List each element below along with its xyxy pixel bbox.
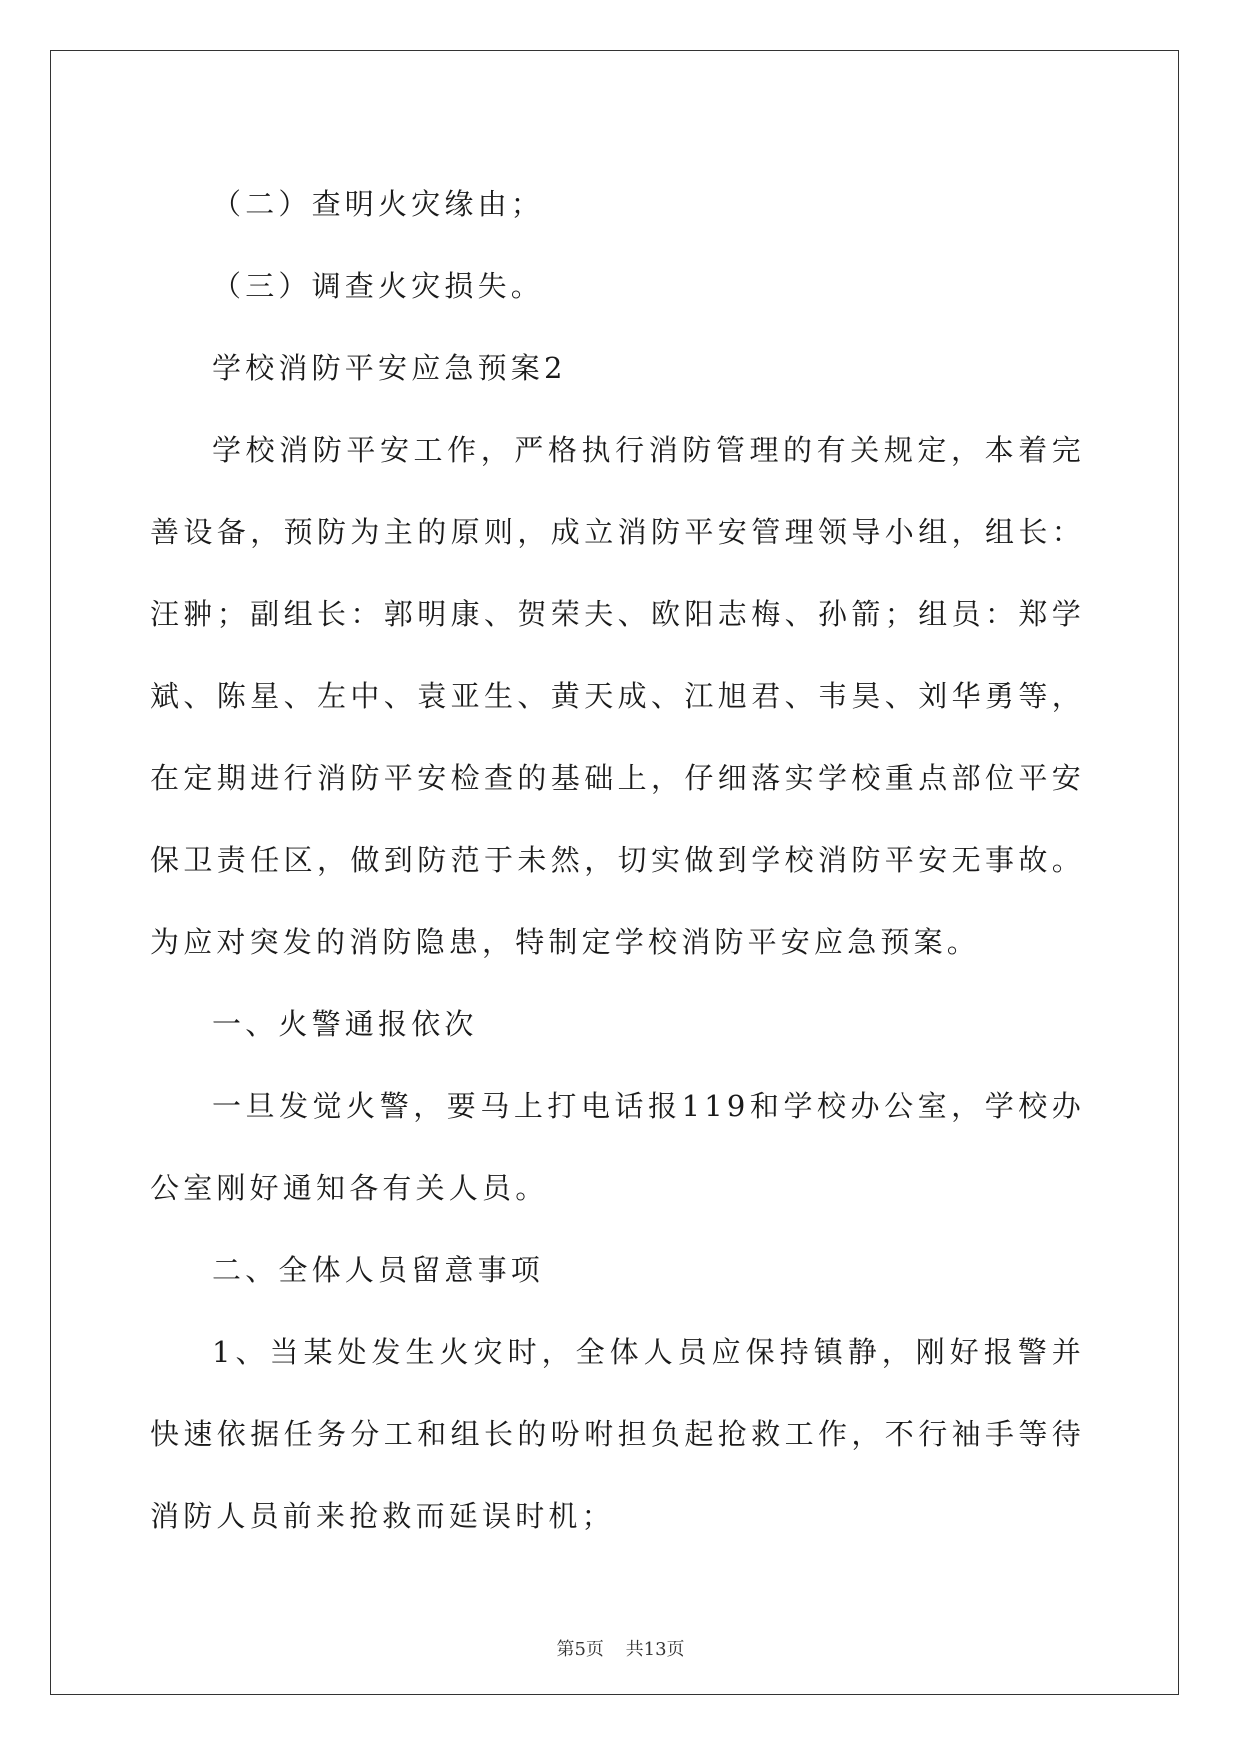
page-footer	[0, 1635, 1241, 1661]
paragraph-intro: 学校消防平安工作，严格执行消防管理的有关规定，本着完善设备，预防为主的原则，成立消防平安管理领导小组，组长：汪翀；副组长：郭明康、贺荣夫、欧阳志梅、孙箭；组员：郑学斌、陈星、左中、袁亚生、黄天成、江旭君、韦昊、刘华勇等，在定期进行消防平安检查的基础上，仔细落实学校重点部位平安保卫责任区，做到防范于未然，切实做到学校消防平安无事故。为应对突发的消防隐患，特制定学校消防平安应急预案。	[150, 433, 1085, 959]
heading-notes: 二、全体人员留意事项	[212, 1253, 545, 1287]
paragraph-cause: （二）查明火灾缘由；	[212, 187, 545, 221]
section-title: 学校消防平安应急预案2	[212, 351, 567, 385]
page-number: 第5页	[556, 1639, 604, 1660]
paragraph-fire-report: 一旦发觉火警，要马上打电话报119和学校办公室，学校办公室刚好通知各有关人员。	[150, 1089, 1085, 1205]
document-body	[150, 163, 1085, 1557]
paragraph-note-1: 1、当某处发生火灾时，全体人员应保持镇静，刚好报警并快速依据任务分工和组长的吩咐担负起抢救工作，不行袖手等待消防人员前来抢救而延误时机；	[150, 1335, 1085, 1533]
heading-fire-report: 一、火警通报依次	[212, 1007, 478, 1041]
paragraph-loss: （三）调查火灾损失。	[212, 269, 545, 303]
page-total: 共13页	[625, 1639, 685, 1660]
